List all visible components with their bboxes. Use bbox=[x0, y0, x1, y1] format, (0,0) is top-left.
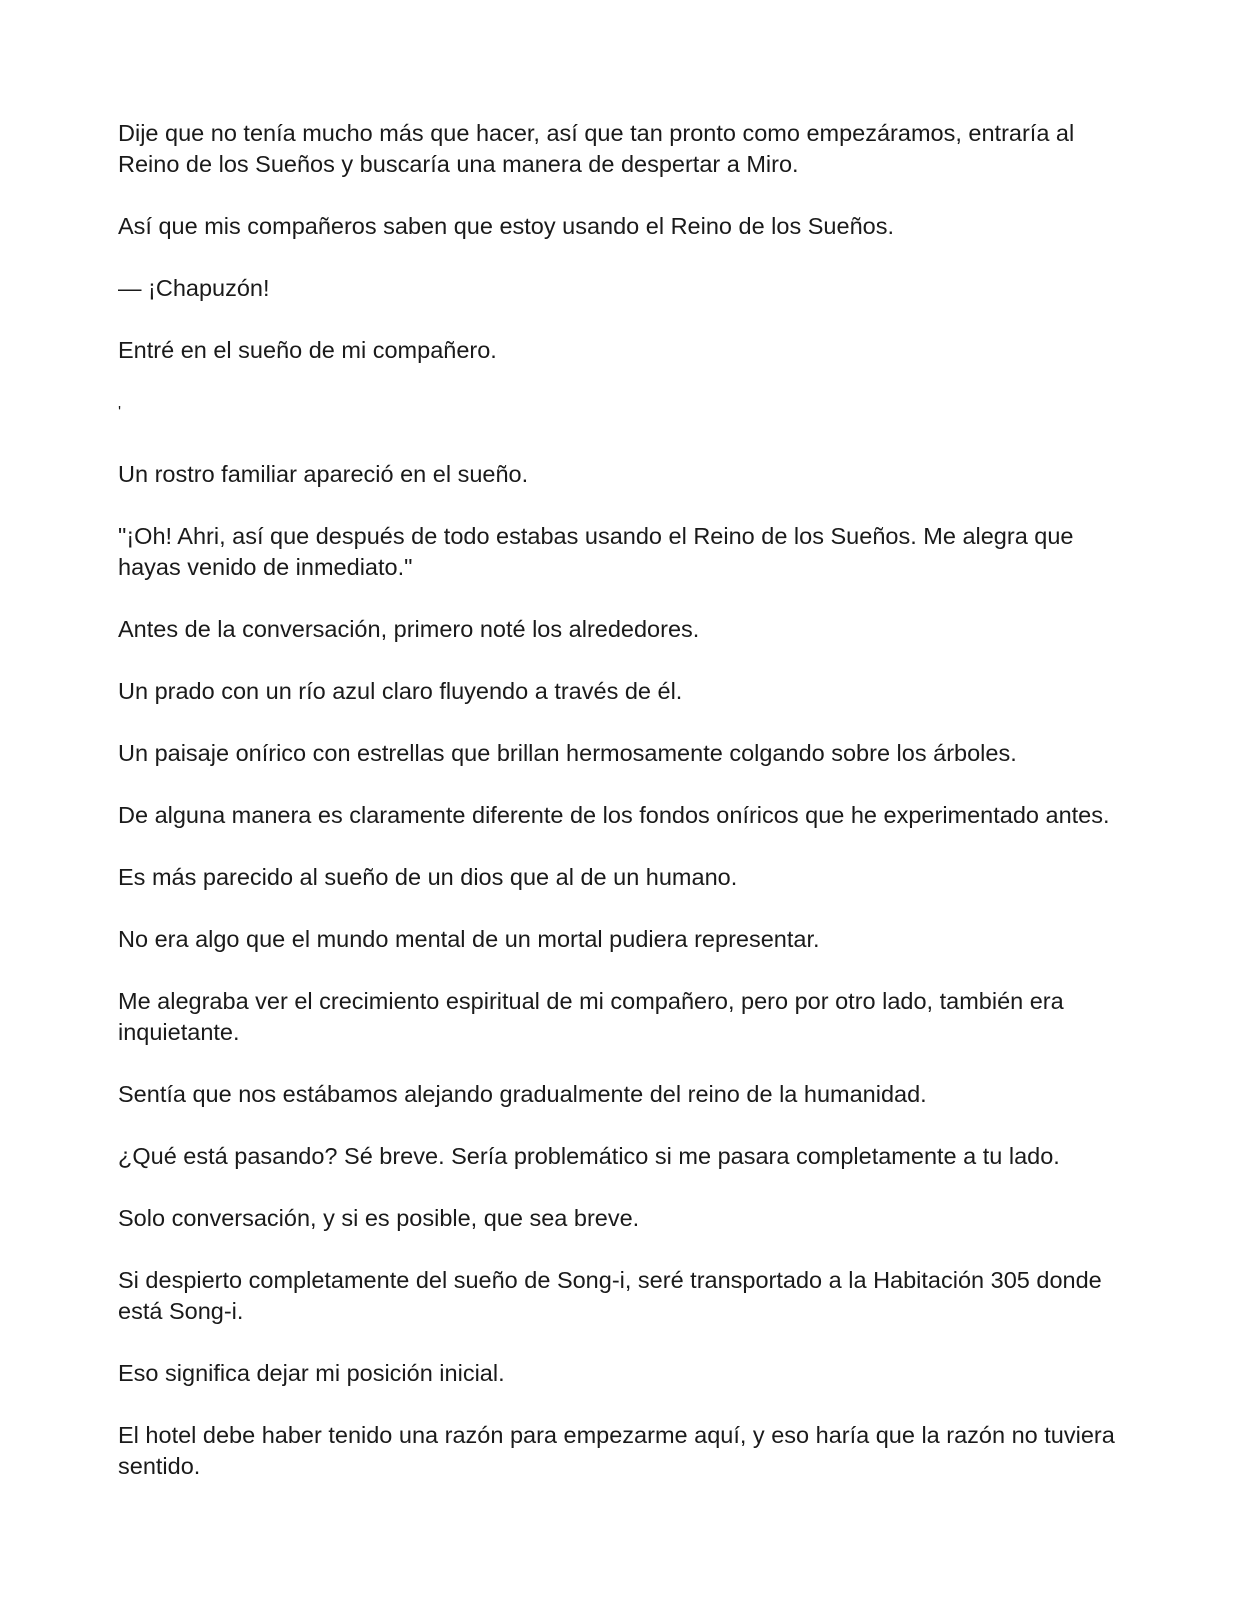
paragraph: Solo conversación, y si es posible, que sea breve. bbox=[118, 1205, 640, 1231]
paragraph: Así que mis compañeros saben que estoy usando el Reino de los Sueños. bbox=[118, 213, 894, 239]
paragraph: Si despierto completamente del sueño de Song-i, seré transportado a la Habitación 305 donde está Song-i. bbox=[118, 1267, 1102, 1324]
paragraph: — ¡Chapuzón! bbox=[118, 275, 270, 301]
paragraph: Es más parecido al sueño de un dios que al de un humano. bbox=[118, 864, 738, 890]
paragraph: Me alegraba ver el crecimiento espiritual de mi compañero, pero por otro lado, también era inquietante. bbox=[118, 988, 1064, 1045]
paragraph: Sentía que nos estábamos alejando gradualmente del reino de la humanidad. bbox=[118, 1081, 927, 1107]
scene-break-mark: ' bbox=[118, 404, 122, 421]
paragraph: "¡Oh! Ahri, así que después de todo estabas usando el Reino de los Sueños. Me alegra que hayas venido de inmediato." bbox=[118, 523, 1074, 580]
paragraph: Dije que no tenía mucho más que hacer, así que tan pronto como empezáramos, entraría al Reino de los Sueños y buscaría una manera de despertar a Miro. bbox=[118, 120, 1075, 177]
paragraph: Un rostro familiar apareció en el sueño. bbox=[118, 461, 529, 487]
document-page bbox=[118, 118, 1128, 1513]
paragraph: El hotel debe haber tenido una razón para empezarme aquí, y eso haría que la razón no tuviera sentido. bbox=[118, 1422, 1115, 1479]
paragraph: Un paisaje onírico con estrellas que brillan hermosamente colgando sobre los árboles. bbox=[118, 740, 1017, 766]
paragraph: No era algo que el mundo mental de un mortal pudiera representar. bbox=[118, 926, 820, 952]
paragraph: Antes de la conversación, primero noté los alrededores. bbox=[118, 616, 700, 642]
paragraph: Eso significa dejar mi posición inicial. bbox=[118, 1360, 505, 1386]
paragraph: De alguna manera es claramente diferente de los fondos oníricos que he experimentado antes. bbox=[118, 802, 1110, 828]
paragraph: ¿Qué está pasando? Sé breve. Sería problemático si me pasara completamente a tu lado. bbox=[118, 1143, 1060, 1169]
paragraph: Entré en el sueño de mi compañero. bbox=[118, 337, 497, 363]
paragraph: Un prado con un río azul claro fluyendo a través de él. bbox=[118, 678, 683, 704]
